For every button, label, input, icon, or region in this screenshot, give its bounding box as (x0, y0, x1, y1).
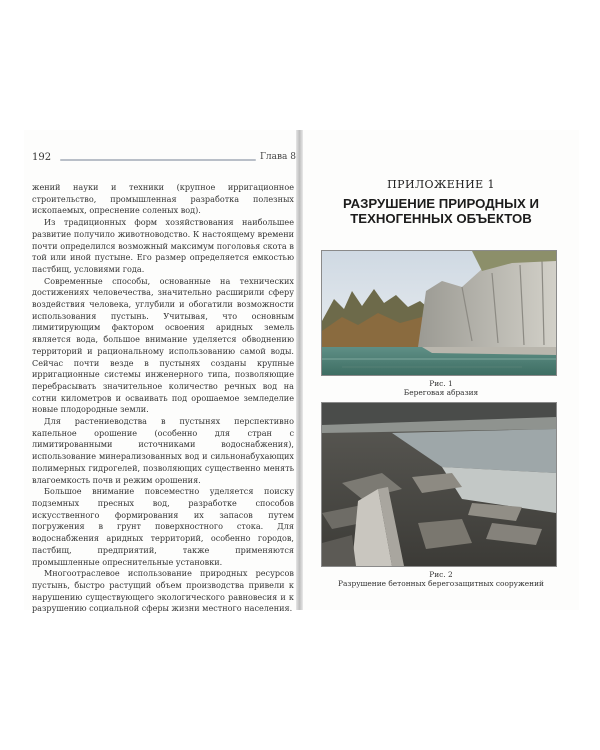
body-text (32, 182, 294, 615)
figure-2-text: Разрушение бетонных берегозащитных сооружений (338, 579, 544, 588)
figure-1-caption (303, 379, 579, 397)
header-rule (60, 159, 256, 161)
page-number: 192 (32, 152, 52, 163)
paragraph: Большое внимание повсеместно уделяется поиску подземных пресных вод, разработке способов искусственного формирования их запасов путем погружения в грунт поверхностного стока. Для водоснабжения аридных территорий, особенно городов, пастбищ, предприятий, также применяются промышленные опреснительные установки. (32, 486, 294, 567)
paragraph: Многоотраслевое использование природных ресурсов пустынь, быстро растущий объем производства привели к нарушению существующего экологического равновесия и к разрушению социальной сферы жизни местного населения. (32, 568, 294, 614)
running-head (32, 152, 296, 168)
coastal-abrasion-photo (321, 250, 557, 376)
figure-1-number: Рис. 1 (429, 379, 453, 388)
figure-1-text: Береговая абразия (403, 388, 479, 397)
chapter-label: Глава 8 (259, 152, 296, 162)
book-gutter (296, 130, 303, 610)
paragraph: Для растениеводства в пустынях перспективно капельное орошение (особенно для стран с лимитированными источниками водоснабжения), использование минерализованных вод и сильнонабухающих полимерных гидрогелей, позволяющих существенно менять влагоемкость почв и режим орошения. (32, 416, 294, 485)
paragraph: Из традиционных форм хозяйствования наибольшее развитие получило животноводство. К настоящему времени почти определился возможный максимум поголовья скота в той или иной пустыне. Его размер определяется емкостью пастбищ, условиями года. (32, 217, 294, 274)
destroyed-seawall-photo (321, 402, 557, 567)
appendix-title: РАЗРУШЕНИЕ ПРИРОДНЫХ И ТЕХНОГЕННЫХ ОБЪЕКТОВ (343, 196, 539, 226)
right-page (303, 130, 579, 610)
paragraph: жений науки и техники (крупное ирригационное строительство, промышленная разработка полезных ископаемых, опреснение соленых вод). (32, 182, 294, 216)
appendix-label: ПРИЛОЖЕНИЕ 1 (387, 178, 495, 191)
appendix-heading (303, 178, 579, 226)
figure-2-number: Рис. 2 (429, 570, 453, 579)
paragraph: Современные способы, основанные на технических достижениях человечества, значительно расширили сферу воздействия человека, углубили и обогатили возможности использования пустынь. Учитывая, что основным лимитирующим фактором освоения аридных земель является вода, большое внимание уделяется обводнению территорий и рациональному использованию самой воды. Сейчас почти везде в пустынях созданы крупные ирригационные системы инженерного типа, позволяющие перебрасывать значительное количество речных вод на сотни километров и осваивать под орошаемое земледелие новые плодородные земли. (32, 275, 294, 415)
figure-2-caption (303, 570, 579, 588)
left-page (24, 130, 296, 614)
